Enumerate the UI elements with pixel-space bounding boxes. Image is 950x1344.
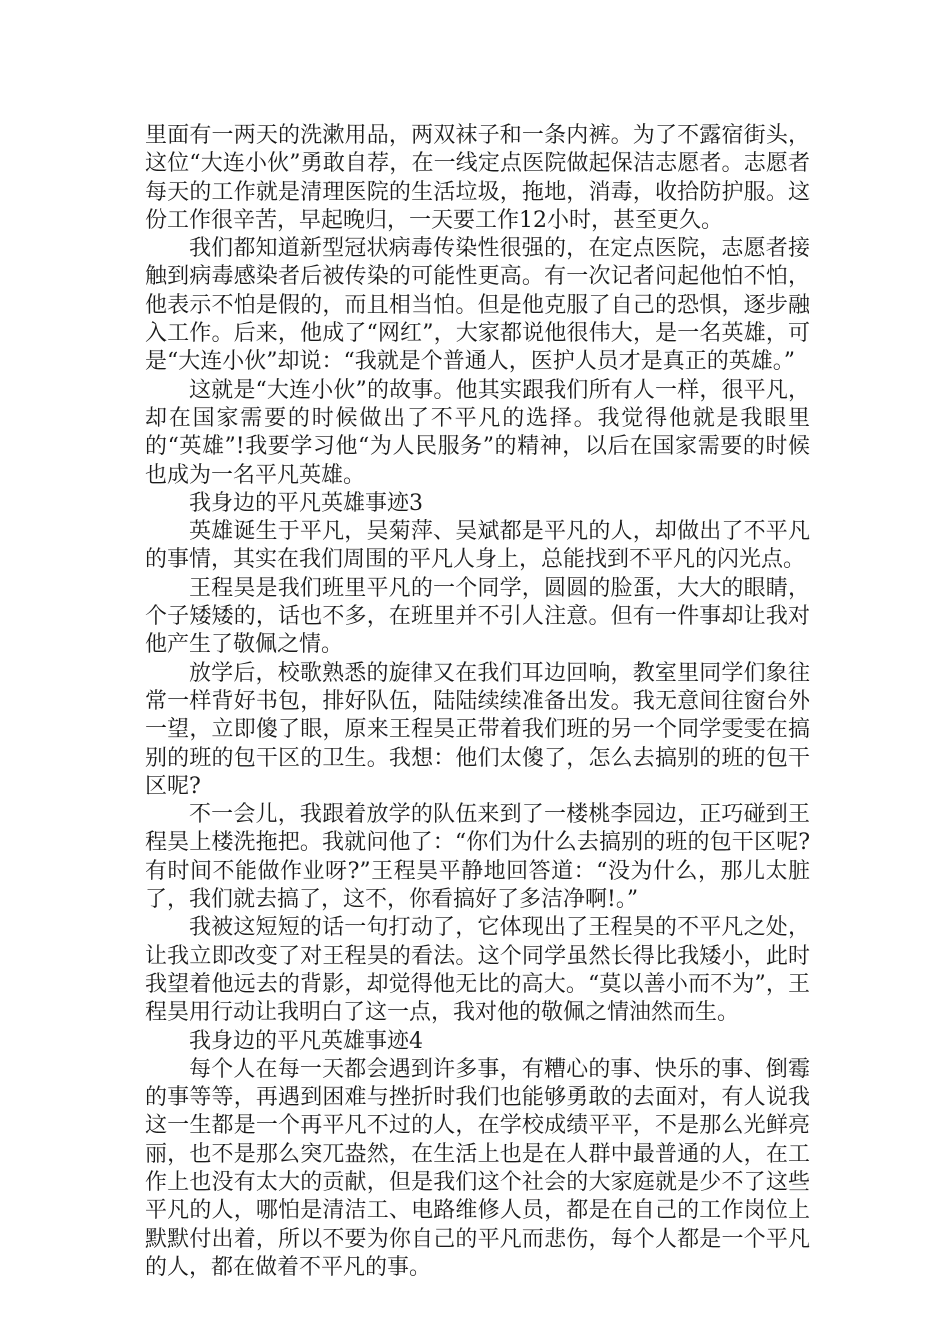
paragraph: 每个人在每一天都会遇到许多事，有糟心的事、快乐的事、倒霉的事等等，再遇到困难与挫折时我们也能够勇敢的去面对，有人说我这一生都是一个再平凡不过的人，在学校成绩平平，不是那么光鲜亮丽，也不是那么突兀盎然，在生活上也是在人群中最普通的人，在工作上也没有太大的贡献，但是我们这个社会的大家庭就是少不了这些平凡的人，哪怕是清洁工、电路维修人员，都是在自己的工作岗位上默默付出着，所以不要为你自己的平凡而悲伤，每个人都是一个平凡的人，都在做着不平凡的事。 (145, 1056, 810, 1280)
paragraph: 放学后，校歌熟悉的旋律又在我们耳边回响，教室里同学们象往常一样背好书包，排好队伍，陆陆续续准备出发。我无意间往窗台外一望，立即傻了眼，原来王程昊正带着我们班的另一个同学雯雯在搞别的班的包干区的卫生。我想：他们太傻了，怎么去搞别的班的包干区呢? (145, 660, 810, 799)
paragraph: 我们都知道新型冠状病毒传染性很强的，在定点医院，志愿者接触到病毒感染者后被传染的可能性更高。有一次记者问起他怕不怕，他表示不怕是假的，而且相当怕。但是他克服了自己的恐惧，逐步融入工作。后来，他成了“网红”，大家都说他很伟大，是一名英雄，可是“大连小伙”却说：“我就是个普通人，医护人员才是真正的英雄。” (145, 236, 810, 375)
paragraph: 我被这短短的话一句打动了，它体现出了王程昊的不平凡之处，让我立即改变了对王程昊的看法。这个同学虽然长得比我矮小，此时我望着他远去的背影，却觉得他无比的高大。“莫以善小而不为”，王程昊用行动让我明白了这一点，我对他的敬佩之情油然而生。 (145, 915, 810, 1026)
paragraph: 不一会儿，我跟着放学的队伍来到了一楼桃李园边，正巧碰到王程昊上楼洗拖把。我就问他了：“你们为什么去搞别的班的包干区呢?有时间不能做作业呀?”王程昊平静地回答道：“没为什么，那儿太脏了，我们就去搞了，这不，你看搞好了多洁净啊!。” (145, 802, 810, 913)
paragraph: 王程昊是我们班里平凡的一个同学，圆圆的脸蛋，大大的眼睛，个子矮矮的，话也不多，在班里并不引人注意。但有一件事却让我对他产生了敬佩之情。 (145, 575, 810, 658)
section-heading-3: 我身边的平凡英雄事迹3 (189, 490, 423, 516)
section-heading-4: 我身边的平凡英雄事迹4 (189, 1028, 423, 1054)
paragraph: 英雄诞生于平凡，吴菊萍、吴斌都是平凡的人，却做出了不平凡的事情，其实在我们周围的平凡人身上，总能找到不平凡的闪光点。 (145, 519, 810, 573)
paragraph: 这就是“大连小伙”的故事。他其实跟我们所有人一样，很平凡，却在国家需要的时候做出了不平凡的选择。我觉得他就是我眼里的“英雄”!我要学习他“为人民服务”的精神，以后在国家需要的时候也成为一名平凡英雄。 (145, 377, 810, 488)
document-body (145, 122, 810, 1282)
paragraph-continued: 里面有一两天的洗漱用品，两双袜子和一条内裤。为了不露宿街头，这位“大连小伙”勇敢自荐，在一线定点医院做起保洁志愿者。志愿者每天的工作就是清理医院的生活垃圾，拖地，消毒，收拾防护服。这份工作很辛苦，早起晚归，一天要工作12小时，甚至更久。 (145, 123, 810, 233)
